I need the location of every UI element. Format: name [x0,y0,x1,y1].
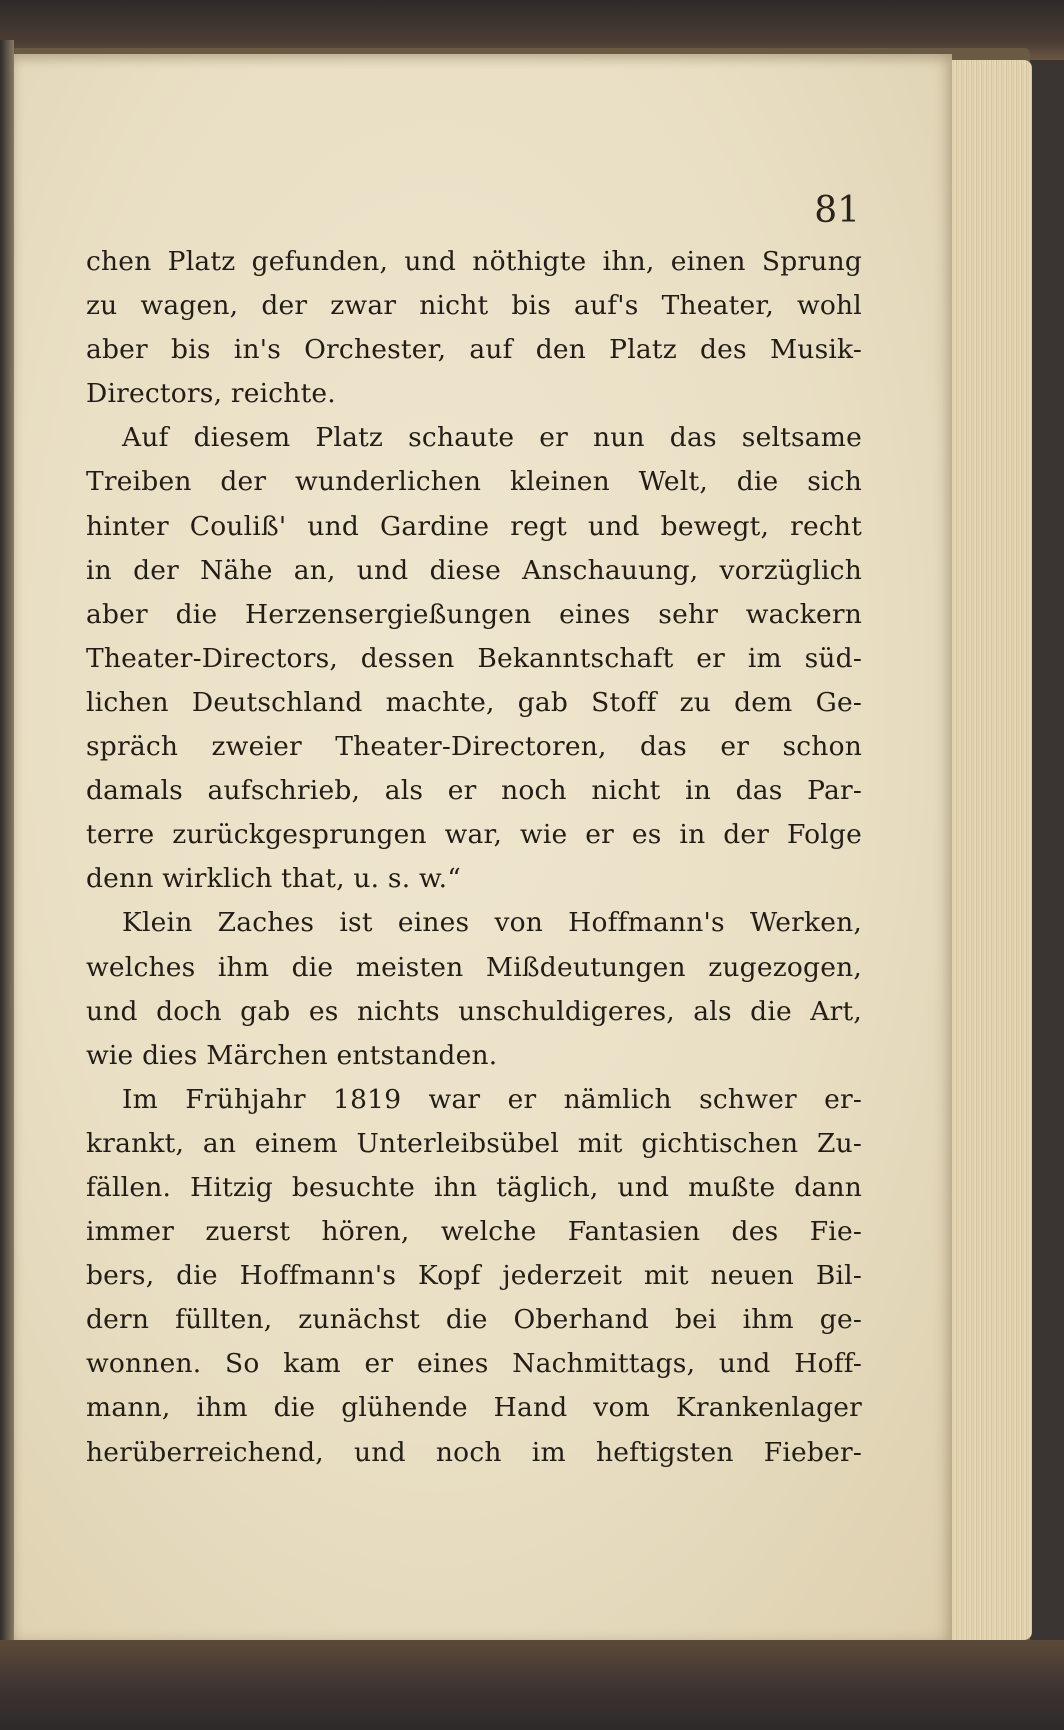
text-line: in der Nähe an, und diese Anschauung, vorzüglich [86,554,862,586]
text-line: wonnen. So kam er eines Nachmittags, und Hoff- [86,1348,862,1380]
text-line: Directors, reichte. [86,378,336,410]
page-body-text [86,240,862,1475]
text-line: Auf diesem Platz schaute er nun das seltsame [122,422,862,454]
text-line: und doch gab es nichts unschuldigeres, als die Art, [86,995,862,1027]
text-line: hinter Couliß' und Gardine regt und bewegt, recht [86,510,862,542]
page-number: 81 [814,190,860,231]
text-line: krankt, an einem Unterleibsübel mit gichtischen Zu- [86,1127,862,1159]
scan-background-bottom [0,1640,1064,1730]
text-line: Klein Zaches ist eines von Hoffmann's Werken, [122,907,862,939]
text-line: chen Platz gefunden, und nöthigte ihn, einen Sprung [86,246,862,277]
text-line: aber die Herzensergießungen eines sehr wackern [86,598,862,630]
text-line: aber bis in's Orchester, auf den Platz des Musik- [86,334,862,366]
text-line: fällen. Hitzig besuchte ihn täglich, und mußte dann [86,1171,862,1203]
text-line: denn wirklich that, u. s. w.“ [86,863,462,895]
text-line: zu wagen, der zwar nicht bis auf's Theater, wohl [86,290,862,322]
text-line: Im Frühjahr 1819 war er nämlich schwer er- [122,1083,862,1115]
text-line: mann, ihm die glühende Hand vom Krankenlager [86,1392,862,1424]
text-line: herüberreichend, und noch im heftigsten Fieber- [86,1436,862,1468]
book-page-edges [950,60,1032,1640]
scan-background-left [0,40,14,1730]
text-line: terre zurückgesprungen war, wie er es in der Folge [86,819,862,851]
text-line: welches ihm die meisten Mißdeutungen zugezogen, [86,951,862,983]
text-line: Theater-Directors, dessen Bekanntschaft er im süd- [86,642,862,674]
text-line: immer zuerst hören, welche Fantasien des Fie- [86,1216,862,1248]
text-line: bers, die Hoffmann's Kopf jederzeit mit neuen Bil- [86,1260,862,1292]
text-line: Treiben der wunderlichen kleinen Welt, die sich [86,466,862,498]
text-line: spräch zweier Theater-Directoren, das er schon [86,731,862,763]
text-line: dern füllten, zunächst die Oberhand bei ihm ge- [86,1304,862,1336]
text-line: damals aufschrieb, als er noch nicht in das Par- [86,775,862,807]
text-line: lichen Deutschland machte, gab Stoff zu dem Ge- [86,686,862,718]
text-line: wie dies Märchen entstanden. [86,1039,498,1071]
